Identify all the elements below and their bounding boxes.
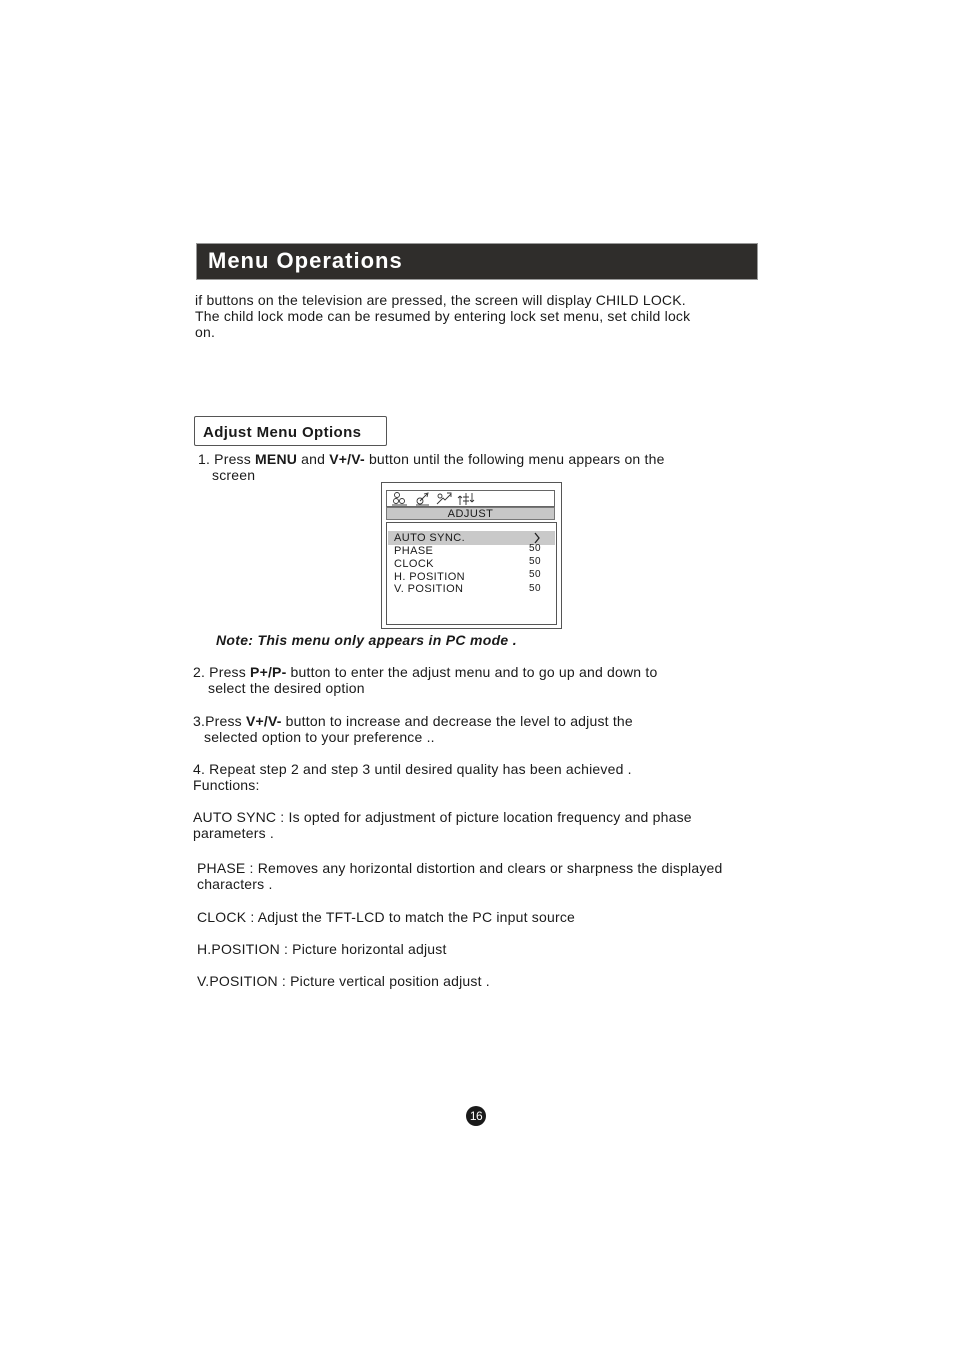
step-1-line-1 [198,451,665,467]
sound-icon [415,491,431,506]
section-heading-box [194,416,387,446]
step-4-line-1: 4. Repeat step 2 and step 3 until desired quality has been achieved . [193,761,632,777]
step-2-suffix: button to enter the adjust menu and to go up and down to [286,664,658,680]
function-clock: CLOCK : Adjust the TFT-LCD to match the PC input source [197,909,576,925]
functions-heading: Functions: [193,777,260,793]
step-1-suffix: button until the following menu appears on the [364,451,665,467]
page-title: Menu Operations [208,248,403,273]
adjust-icon [457,491,475,506]
page-number: 16 [466,1106,486,1126]
function-auto-sync-line-2: parameters . [193,825,274,841]
function-v-position: V.POSITION : Picture vertical position adjust . [197,973,490,989]
osd-item-value: 50 [529,583,541,594]
step-1-prefix: 1. Press [198,451,256,467]
osd-icon-bar [386,490,555,507]
step-2-line-2: select the desired option [208,680,365,696]
step-3-suffix: button to increase and decrease the level to adjust the [281,713,633,729]
osd-item-value: 50 [529,569,541,580]
step-3-line-2: selected option to your preference .. [204,729,435,745]
step-3-prefix: 3.Press [193,713,246,729]
step-1-key-menu: MENU [255,451,298,467]
step-1-key-volume: V+/V- [329,451,365,467]
osd-item-label: CLOCK [394,558,434,570]
osd-menu-header: ADJUST [386,507,555,520]
function-phase-line-1: PHASE : Removes any horizontal distortion and clears or sharpness the displayed [197,860,723,876]
osd-menu-list [386,522,557,625]
osd-item-v-position[interactable] [388,583,555,595]
step-2-line-1 [193,664,657,680]
section-title: Adjust Menu Options [203,424,362,441]
osd-menu-illustration [381,482,562,629]
osd-item-value: 50 [529,543,541,554]
step-3-line-1 [193,713,633,729]
osd-item-label: AUTO SYNC. [394,532,466,544]
osd-item-value: 50 [529,556,541,567]
picture-icon [391,491,409,506]
osd-item-label: PHASE [394,545,434,557]
step-3-key: V+/V- [245,713,282,729]
section-banner [196,243,758,280]
osd-item-label: H. POSITION [394,571,466,583]
pc-mode-note: Note: This menu only appears in PC mode . [216,632,517,648]
step-1-mid: and [297,451,330,467]
setup-icon [435,491,453,506]
intro-line-3: on. [195,324,216,340]
intro-line-2: The child lock mode can be resumed by entering lock set menu, set child lock [195,308,691,324]
function-h-position: H.POSITION : Picture horizontal adjust [197,941,447,957]
osd-item-h-position[interactable] [388,571,555,583]
intro-line-1: if buttons on the television are pressed, the screen will display CHILD LOCK. [195,292,686,308]
osd-item-label: V. POSITION [394,583,464,595]
step-2-key: P+/P- [250,664,287,680]
function-phase-line-2: characters . [197,876,273,892]
step-2-prefix: 2. Press [193,664,251,680]
step-1-line-2: screen [212,467,256,483]
function-auto-sync-line-1: AUTO SYNC : Is opted for adjustment of picture location frequency and phase [193,809,692,825]
